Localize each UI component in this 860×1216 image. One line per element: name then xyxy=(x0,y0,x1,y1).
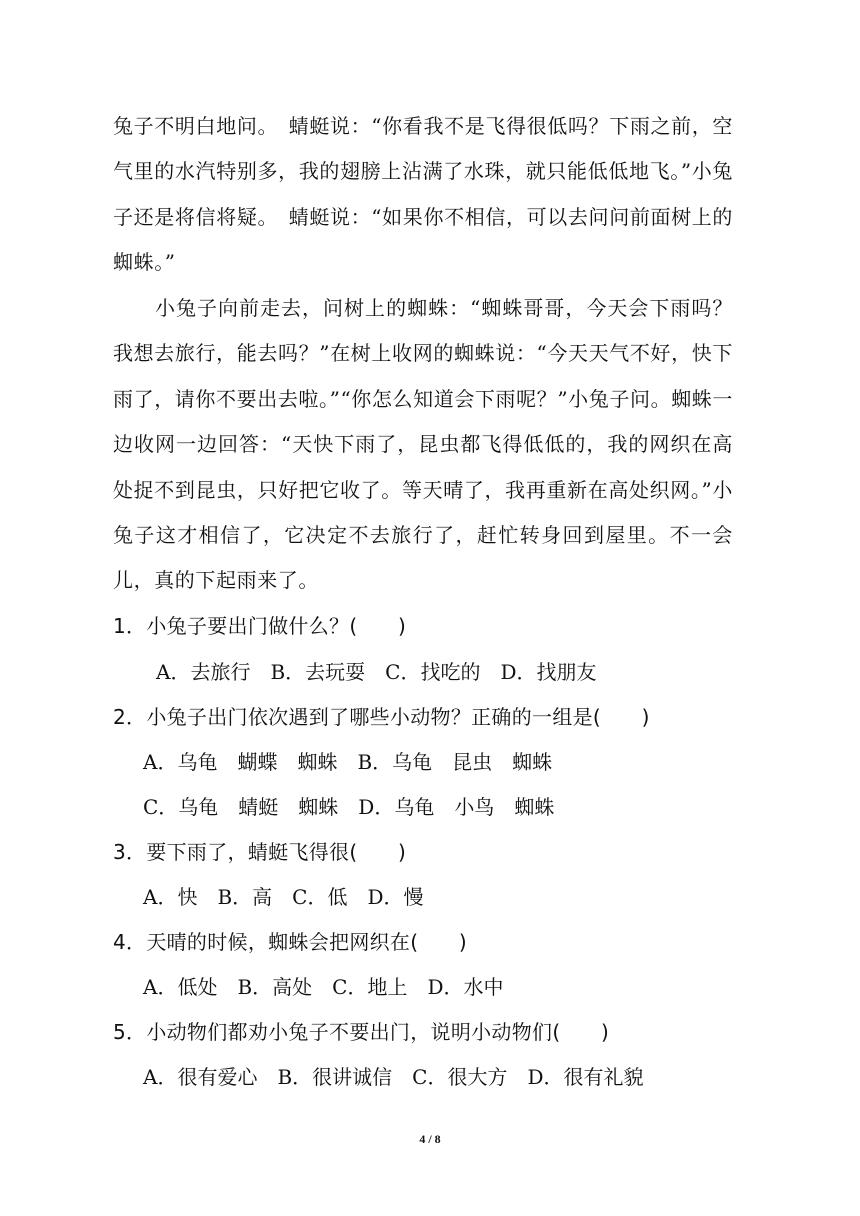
question-1-options: A．去旅行 B．去玩耍 C．找吃的 D．找朋友 xyxy=(156,660,597,684)
question-3: 3．要下雨了，蜻蜓飞得很( ) xyxy=(113,840,407,864)
question-3-options: A．快 B．高 C．低 D．慢 xyxy=(143,885,424,909)
question-2-options-row-2: C．乌龟 蜻蜓 蜘蛛 D．乌龟 小鸟 蜘蛛 xyxy=(143,795,555,819)
question-5: 5．小动物们都劝小兔子不要出门，说明小动物们( ) xyxy=(113,1020,610,1044)
page-number: 4 / 8 xyxy=(419,1132,441,1146)
question-5-options: A．很有爱心 B．很讲诚信 C．很大方 D．很有礼貌 xyxy=(143,1065,644,1089)
passage-paragraph: 兔子不明白地问。 蜻蜓说：“你看我不是飞得很低吗？下雨之前，空气里的水汽特别多，我的翅膀上沾满了水珠，就只能低低地飞。”小兔子还是将信将疑。 蜻蜓说：“如果你不相信，可以去问问前面树上的蜘蛛。” xyxy=(113,114,733,275)
passage-paragraph: 小兔子向前走去，问树上的蜘蛛：“蜘蛛哥哥，今天会下雨吗？我想去旅行，能去吗？”在树上收网的蜘蛛说：“今天天气不好，快下雨了，请你不要出去啦。”“你怎么知道会下雨呢？”小兔子问。蜘蛛一边收网一边回答：“天快下雨了，昆虫都飞得低低的，我的网织在高处捉不到昆虫，只好把它收了。等天晴了，我再重新在高处织网。”小兔子这才相信了，它决定不去旅行了，赶忙转身回到屋里。不一会儿，真的下起雨来了。 xyxy=(113,296,733,593)
question-4-options: A．低处 B．高处 C．地上 D．水中 xyxy=(143,975,504,999)
question-1: 1．小兔子要出门做什么？( ) xyxy=(113,614,407,638)
question-2-options-row-1: A．乌龟 蝴蝶 蜘蛛 B．乌龟 昆虫 蜘蛛 xyxy=(143,750,553,774)
question-4: 4．天晴的时候，蜘蛛会把网织在( ) xyxy=(113,930,468,954)
question-2: 2．小兔子出门依次遇到了哪些小动物？正确的一组是( ) xyxy=(113,705,650,729)
